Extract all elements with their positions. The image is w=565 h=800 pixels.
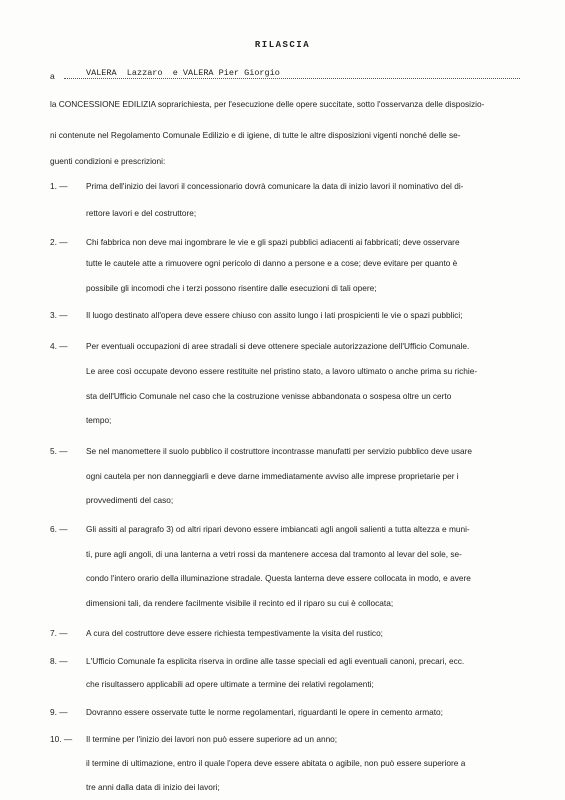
item-line: Per eventuali occupazioni di aree stradali si deve ottenere speciale autorizzazione dell'Ufficio Comunale. — [86, 341, 470, 351]
item-line: Prima dell'inizio dei lavori il concessionario dovrà comunicare la data di inizio lavori il nominativo del di- — [86, 181, 464, 191]
item-number: 7. — — [50, 628, 68, 638]
intro-line: la CONCESSIONE EDILIZIA soprarichiesta, per l'esecuzione delle opere succitate, sotto l'osservanza delle disposizio- — [50, 99, 485, 109]
item-line: tutte le cautele atte a rimuovere ogni pericolo di danno a persone e a cose; deve evitare per quanto è — [86, 258, 458, 268]
intro-line: ni contenute nel Regolamento Comunale Edilizio e di igiene, di tutte le altre disposizioni vigenti nonché delle se- — [50, 130, 461, 140]
item-line: Dovranno essere osservate tutte le norme regolamentari, riguardanti le opere in cemento armato; — [86, 707, 443, 717]
item-line: rettore lavori e del costruttore; — [86, 208, 197, 218]
item-line: Se nel manomettere il suolo pubblico il costruttore incontrasse manufatti per servizio pubblico deve usare — [86, 446, 473, 456]
item-line: L'Ufficio Comunale fa esplicita riserva in ordine alle tasse speciali ed agli eventuali canoni, precari, ecc. — [86, 656, 465, 666]
item-line: ti, pure agli angoli, di una lanterna a vetri rossi da mantenere accesa dal tramonto al levar del sole, se- — [86, 549, 462, 559]
item-line: dimensioni tali, da rendere facilmente visibile il recinto ed il riparo su cui è collocata; — [86, 598, 394, 608]
item-line: Il luogo destinato all'opera deve essere chiuso con assito lungo i lati prospicienti le vie o spazi pubblici; — [86, 310, 463, 320]
item-line: Gli assiti al paragrafo 3) od altri ripari devono essere imbiancati agli angoli salienti a tutta altezza e muni- — [86, 524, 470, 534]
item-line: ogni cautela per non danneggiarli e deve darne immediatamente avviso alle imprese proprietarie per i — [86, 471, 459, 481]
item-number: 6. — — [50, 524, 68, 534]
item-number: 4. — — [50, 341, 68, 351]
recipient-line — [50, 68, 520, 80]
item-number: 1. — — [50, 181, 68, 191]
item-line: A cura del costruttore deve essere richiesta tempestivamente la visita del rustico; — [86, 628, 383, 638]
item-number: 5. — — [50, 446, 68, 456]
item-line: condo l'intero orario della illuminazione stradale. Questa lanterna deve essere collocata in modo, e avere — [86, 573, 471, 583]
item-line: sta dell'Ufficio Comunale nel caso che la costruzione venisse abbandonata o sospesa oltre un certo — [86, 391, 452, 401]
item-line: tempo; — [86, 415, 112, 425]
dotted-underline — [64, 78, 520, 79]
recipient-name: VALERA Lazzaro e VALERA Pier Giorgio — [86, 68, 280, 78]
item-line: possibile gli incomodi che i terzi possono risentire dalle esecuzioni di tali opere; — [86, 283, 377, 293]
item-line: Le aree così occupate devono essere restituite nel pristino stato, a lavoro ultimato o anche prima su richie- — [86, 366, 478, 376]
item-line: il termine di ultimazione, entro il quale l'opera deve essere abitata o agibile, non può essere superiore a — [86, 758, 466, 768]
recipient-prefix: a — [50, 71, 55, 81]
item-number: 2. — — [50, 237, 68, 247]
item-number: 10. — — [50, 734, 73, 744]
item-line: Il termine per l'inizio dei lavori non può essere superiore ad un anno; — [86, 734, 338, 744]
item-line: provvedimenti del caso; — [86, 495, 174, 505]
item-line: che risultassero applicabili ad opere ultimate a termine dei relativi regolamenti; — [86, 679, 374, 689]
intro-line: guenti condizioni e prescrizioni: — [50, 156, 166, 166]
document-title: RILASCIA — [254, 40, 311, 50]
item-number: 3. — — [50, 310, 68, 320]
item-line: Chi fabbrica non deve mai ingombrare le vie e gli spazi pubblici adiacenti ai fabbricati; deve osservare — [86, 237, 460, 247]
item-number: 8. — — [50, 656, 68, 666]
item-line: tre anni dalla data di inizio dei lavori; — [86, 782, 220, 792]
item-number: 9. — — [50, 707, 68, 717]
